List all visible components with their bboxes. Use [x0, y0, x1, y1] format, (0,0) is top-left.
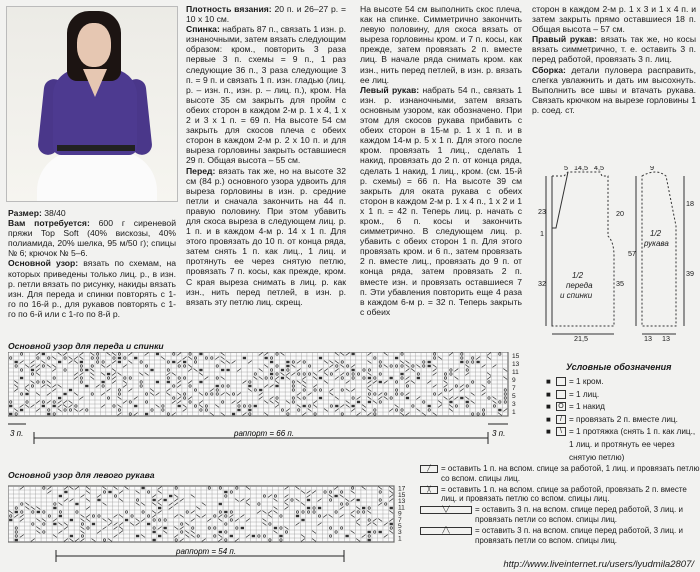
dim-top-b: 14,5: [574, 166, 588, 172]
legend-item-yarnover: ■ O = 1 накид: [546, 402, 605, 412]
materials-column: [8, 208, 176, 319]
model-photo: [6, 6, 178, 202]
edge-stitch-icon: [556, 377, 566, 386]
chart1-left-edge-label: 3 п.: [10, 429, 24, 438]
source-watermark: http://www.liveinternet.ru/users/lyudmila2807/: [503, 559, 694, 570]
row-number: 3: [512, 401, 516, 408]
density-value: 20 п. и 26–27 р. = 10 х 10 см.: [186, 4, 346, 25]
dim-sleeve-1: 18: [686, 199, 694, 208]
needs-label: Вам потребуется:: [8, 218, 90, 229]
sleeve-piece-label-2: рукава: [644, 239, 669, 248]
front-piece-label-2: переда: [566, 281, 593, 290]
dim-side-4: 20: [616, 209, 624, 218]
assembly-label: Сборка:: [532, 64, 566, 75]
chart2-title: Основной узор для левого рукава: [8, 470, 155, 480]
dim-top-d: 9: [650, 166, 654, 172]
instructions-column-1: [186, 4, 346, 307]
legend-item-knit: ■ = 1 лиц.: [546, 389, 600, 399]
dim-bottom-3: 13: [662, 334, 670, 342]
pattern-value: вязать по схемам, на которых приведены только лиц. р., в изн. р. петли вязать по рисунку, накиды вязать изн. Для переда и спинки повторять с 1-го по 16-й р., для рукавов повторять с 1-го по 6-й или с 1-го по 8-й р.: [8, 258, 177, 319]
chart1-right-edge-label: 3 п.: [492, 429, 506, 438]
cable-legend: [420, 464, 700, 546]
photo-skirt: [37, 151, 157, 202]
legend: [546, 376, 696, 464]
size-value: 38/40: [44, 208, 66, 218]
row-number: 13: [512, 361, 520, 368]
chart2-row-numbers: [398, 486, 406, 543]
row-number: 9: [512, 377, 516, 384]
dim-side-1: 23: [538, 207, 546, 216]
back-label: Спинка:: [186, 24, 220, 35]
chart1-front-back-pattern: [8, 352, 530, 452]
needs-value: 600 г сиреневой пряжи Top Soft (40% вискозы, 40% полиамида, 20% шелка, 95 м/50 г); спицы № 6; крючок № 5–6.: [8, 218, 177, 259]
cable-legend-item-2: ╳ = оставить 1 п. на вспом. спице за работой, провязать 2 п. вместе лиц. и провязать петлю со вспом. спицы лиц.: [420, 485, 700, 505]
legend-item-k2tog: ■ / = провязать 2 п. вместе лиц.: [546, 414, 678, 424]
photo-neckline: [83, 69, 107, 97]
pattern-label: Основной узор:: [8, 258, 79, 269]
left-sleeve-value: набрать 54 п., связать 1 изн. р. изнаночными, затем вязать основным узором, как обозначено. При этом для скосов рукава прибавить с обеих сторон в 15-м р. 1 х 1 п. и в каждом 14-м р. 5 х 1 п. Для этого после кром. провязать 1 лиц., сделать 1 накид, провязать до 2 п. от конца ряда, сделать 1 накид, 1 лиц., кром. (см. 15-й р. схемы) = 66 п. На высоте 39 см закрыть для оката рукава с обеих сторон в каждом 2-м р. 1 х 4 п., 1 х 2 и 1 х 1 п. = 42 п. Теперь лиц. р. начать с кром., 6 п. косы и закончить симметрично. В следующем лиц. р. убавить с обеих сторон 1 п. Для этого провязать кром. и 6 п., затем провязать 2 п. вместе лиц., провязать до 9 п. от конца ряда, затем провязать 2 п. вместе изн. и провязать оставшиеся 7 п. Эти убавления повторить еще 4 раза в каждом 6-м р. = 32 п. Теперь закрыть с обеих: [360, 84, 522, 317]
photo-face: [77, 23, 111, 67]
row-number: 1: [512, 409, 516, 416]
garment-schematic: [538, 166, 698, 342]
dim-side-2: 1: [540, 229, 544, 238]
chart2-rapport-label: раппорт = 54 п.: [176, 547, 237, 556]
right-sleeve-value: вязать так же, но косы вязать симметрично, т. е. оставить 3 п. перед работой, провязать 3 п. лиц.: [532, 34, 697, 65]
front-value: вязать так же, но на высоте 32 см (84 р.) основного узора удвоить для выреза горловины в изн. р. средние петли и сначала закончить на 44 п. правую половину. При этом убавить для скоса выреза в следующем лиц. р. 1 п. и в каждом 4-м р. 14 х 1 п. Для этого провязать до 10 п. от конца ряда, затем снять 1 п. как лиц., 1 лиц. и протянуть ее через снятую петлю, провязать 7 п. косы, как прежде, кром. С края выреза снимать в лиц. р. как изн., нить перед петлей, в изн. р. вязать эту петлю лиц. скрещ.: [186, 165, 346, 307]
dim-sleeve-2: 57: [628, 249, 636, 258]
dim-top-c: 4,5: [594, 166, 604, 172]
photo-belt: [57, 145, 135, 151]
cable-1-1-icon: ╱: [420, 465, 438, 473]
instructions-column-3: [532, 4, 696, 115]
dim-side-5: 35: [616, 279, 624, 288]
size-label: Размер:: [8, 208, 42, 218]
front-piece-label-3: и спинки: [560, 291, 593, 300]
chart1-title: Основной узор для переда и спинки: [8, 341, 164, 351]
front-label: Перед:: [186, 165, 216, 176]
dim-bottom-1: 21,5: [574, 334, 588, 342]
cable-legend-item-4: ╱╲ = оставить 3 п. на вспом. спице перед работой, 3 лиц. и провязать петли со вспом. спицы лиц.: [420, 526, 700, 546]
chart1-rapport-label: раппорт = 66 п.: [234, 429, 295, 438]
cable-legend-item-1: ╱ = оставить 1 п. на вспом. спице за работой, 1 лиц. и провязать петлю со вспом. спицы лиц.: [420, 464, 700, 484]
row-number: 1: [398, 535, 402, 543]
chart1-row-numbers: [512, 353, 520, 416]
row-number: 5: [398, 523, 402, 530]
row-number: 11: [512, 369, 519, 376]
dim-bottom-2: 13: [644, 334, 652, 342]
right-sleeve-label: Правый рукав:: [532, 34, 598, 45]
yarnover-icon: O: [556, 402, 566, 411]
dim-top-a: 5: [564, 166, 568, 172]
dim-sleeve-3: 39: [686, 269, 694, 278]
cable-1-2-icon: ╳: [420, 486, 438, 494]
cable-3-3-right-icon: ╱╲: [420, 527, 472, 535]
row-number: 9: [398, 510, 402, 518]
legend-item-edge: ■ = 1 кром.: [546, 377, 604, 386]
instructions-column-2: [360, 4, 522, 317]
back-value: набрать 87 п., связать 1 изн. р. изнаночными, затем вязать следующим образом: кром., повторить 3 раза первые 3 п. схемы = 9 п., 1 раз следующие 36 п., 3 раза следующие 3 п. = 9 п. и связать 1 п. изн. гладью (лиц. р. – изн. п., изн. р. – лиц. п.), кром. На высоте 35 см закрыть для пройм с обеих сторон в каждом 2-м р. 1 х 4, 1 х 2 и 3 х 1 п. = 69 п. На высоте 54 см закрыть для скосов плеча с обеих сторон в каждом 2-м р. 2 х 10 п. и для выреза горловины закрыть оставшиеся 29 п. Общая высота – 55 см.: [186, 24, 347, 166]
row-number: 17: [398, 485, 406, 493]
assembly-value: детали пуловера расправить, слегка увлажнить и дать им высохнуть. Выполнить все швы и втачать рукава. Связать крючком на вырезе горловины 1 р. соед. ст.: [532, 64, 696, 115]
chart2-sleeve-pattern: [8, 480, 418, 570]
dim-side-3: 32: [538, 279, 546, 288]
front-piece-label-1: 1/2: [572, 271, 584, 280]
row-number: 15: [398, 491, 406, 499]
knit-stitch-icon: [556, 390, 566, 399]
sleeve-continuation: сторон в каждом 2-м р. 1 х 3 и 1 х 4 п. и затем закрыть прямо оставшиеся 18 п. Общая высота – 57 см.: [532, 4, 696, 35]
ssk-icon: \: [556, 427, 566, 436]
row-number: 3: [398, 529, 402, 537]
row-number: 11: [398, 504, 405, 512]
k2tog-icon: /: [556, 415, 566, 424]
sleeve-piece-label-1: 1/2: [650, 229, 662, 238]
front-continuation: На высоте 54 см выполнить скос плеча, как на спинке. Симметрично закончить левую половину, для скоса вязать от выреза горловины кром. и 7 п. косы, как прежде, затем провязать 2 п. вместе лиц. В начале ряда снимать кром. как изн., нить перед петлей, в изн. р. вязать ее лиц.: [360, 4, 522, 85]
row-number: 7: [398, 516, 402, 524]
row-number: 15: [512, 353, 520, 360]
cable-legend-item-3: ╲╱ = оставить 3 п. на вспом. спице перед работой, 3 лиц. и провязать петли со вспом. спицы лиц.: [420, 505, 700, 525]
row-number: 5: [512, 393, 516, 400]
row-number: 7: [512, 385, 516, 392]
cable-3-3-left-icon: ╲╱: [420, 506, 472, 514]
row-number: 13: [398, 498, 406, 506]
left-sleeve-label: Левый рукав:: [360, 84, 420, 95]
legend-title: Условные обозначения: [566, 362, 672, 372]
density-label: Плотность вязания:: [186, 4, 272, 14]
legend-item-ssk: ■ \ = 1 протяжка (снять 1 п. как лиц., 1 лиц. и протянуть ее через снятую петлю): [546, 427, 696, 462]
